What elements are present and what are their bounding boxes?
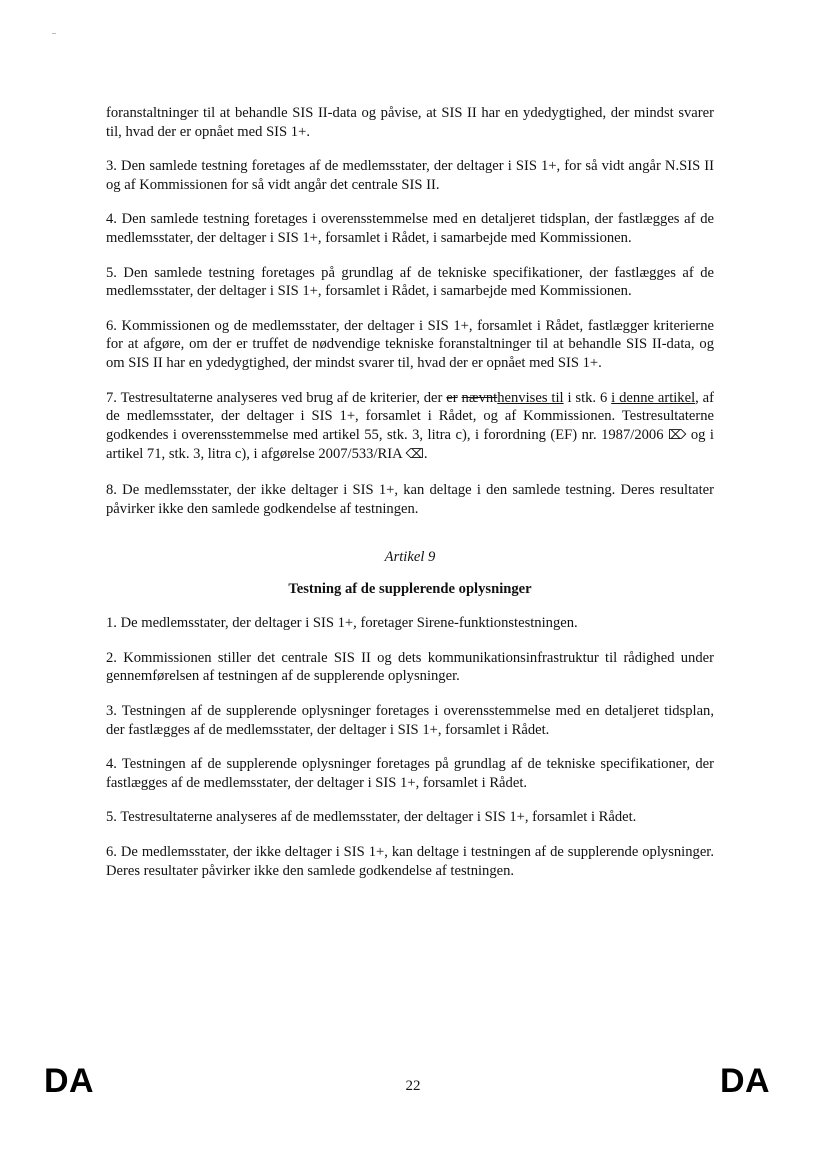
article-label: Artikel 9 (384, 549, 436, 566)
footer-language-code-right: DA (720, 1062, 771, 1100)
paragraph-7 (106, 389, 714, 465)
para7-text-2: i stk. 6 (563, 389, 612, 406)
article-paragraph-5: 5. Testresultaterne analyseres af de medlemsstater, der deltager i SIS 1+, forsamlet i Rådet. (106, 809, 637, 826)
para7-text-3: , af de medlemsstater, der deltager i SIS 1+, forsamlet i Rådet, og af Kommissionen. Testresultaterne godkendes i overensstemmelse med artikel 55, stk. 3, litra c), i forordning (EF) nr. 1987/2006 (106, 389, 715, 443)
para7-text-5: . (423, 446, 428, 463)
article-paragraph-1: 1. De medlemsstater, der deltager i SIS 1+, foretager Sirene-funktionstestningen. (106, 615, 578, 632)
deleted-text-naevnt: nævnt (461, 389, 498, 406)
document-body (106, 104, 714, 896)
scan-artifact (52, 33, 56, 34)
paragraph-6: 6. Kommissionen og de medlemsstater, der deltager i SIS 1+, forsamlet i Rådet, fastlægger kriterierne for at afgøre, om der er truffet de nødvendige tekniske foranstaltninger til at behandle SIS II-data, og om SIS II har en ydedygtighed, der mindst svarer til, hvad der er opnået med SIS 1+. (106, 317, 714, 371)
paragraph-5: 5. Den samlede testning foretages på grundlag af de tekniske specifikationer, der fastlægges af de medlemsstater, der deltager i SIS 1+, forsamlet i Rådet, i samarbejde med Kommissionen. (106, 264, 714, 300)
article-paragraph-4: 4. Testningen af de supplerende oplysninger foretages på grundlag af de tekniske specifikationer, der fastlægges af de medlemsstater, der deltager i SIS 1+, forsamlet i Rådet. (106, 756, 714, 791)
article-paragraph-2: 2. Kommissionen stiller det centrale SIS II og dets kommunikationsinfrastruktur til rådighed under gennemførelsen af testningen af de supplerende oplysninger. (106, 649, 714, 685)
article-paragraph-3: 3. Testningen af de supplerende oplysninger foretages i overensstemmelse med en detaljeret tidsplan, der fastlægges af de medlemsstater, der deltager i SIS 1+, forsamlet i Rådet. (106, 703, 714, 738)
deleted-text-er: er (446, 389, 458, 406)
paragraph-3: 3. Den samlede testning foretages af de medlemsstater, der deltager i SIS 1+, for så vidt angår N.SIS II og af Kommissionen for så vidt angår det centrale SIS II. (106, 158, 714, 193)
article-paragraph-6: 6. De medlemsstater, der ikke deltager i SIS 1+, kan deltage i testningen af de supplerende oplysninger. Deres resultater påvirker ikke den samlede godkendelse af testningen. (106, 844, 714, 879)
inserted-text-i-denne-artikel: i denne artikel (611, 389, 696, 406)
para7-text-1: 7. Testresultaterne analyseres ved brug af de kriterier, der (106, 389, 447, 406)
para7-text-4: og i artikel 71, stk. 3, litra c), i afgørelse 2007/533/RIA (106, 426, 714, 463)
footer-language-code-left: DA (44, 1062, 95, 1100)
paragraph-4: 4. Den samlede testning foretages i overensstemmelse med en detaljeret tidsplan, der fastlægges af de medlemsstater, der deltager i SIS 1+, forsamlet i Rådet, i samarbejde med Kommissionen. (106, 211, 714, 246)
insertion-open-icon: ⌦ (668, 427, 687, 443)
inserted-text-henvises-til: henvises til (497, 389, 564, 406)
insertion-close-icon: ⌫ (405, 447, 424, 463)
paragraph-continuation: foranstaltninger til at behandle SIS II-data og påvise, at SIS II har en ydedygtighed, der mindst svarer til, hvad der er opnået med SIS 1+. (106, 105, 714, 140)
paragraph-8: 8. De medlemsstater, der ikke deltager i SIS 1+, kan deltage i den samlede testning. Deres resultater påvirker ikke den samlede godkendelse af testningen. (106, 481, 714, 517)
article-heading: Testning af de supplerende oplysninger (288, 580, 532, 597)
page-number: 22 (405, 1078, 421, 1094)
